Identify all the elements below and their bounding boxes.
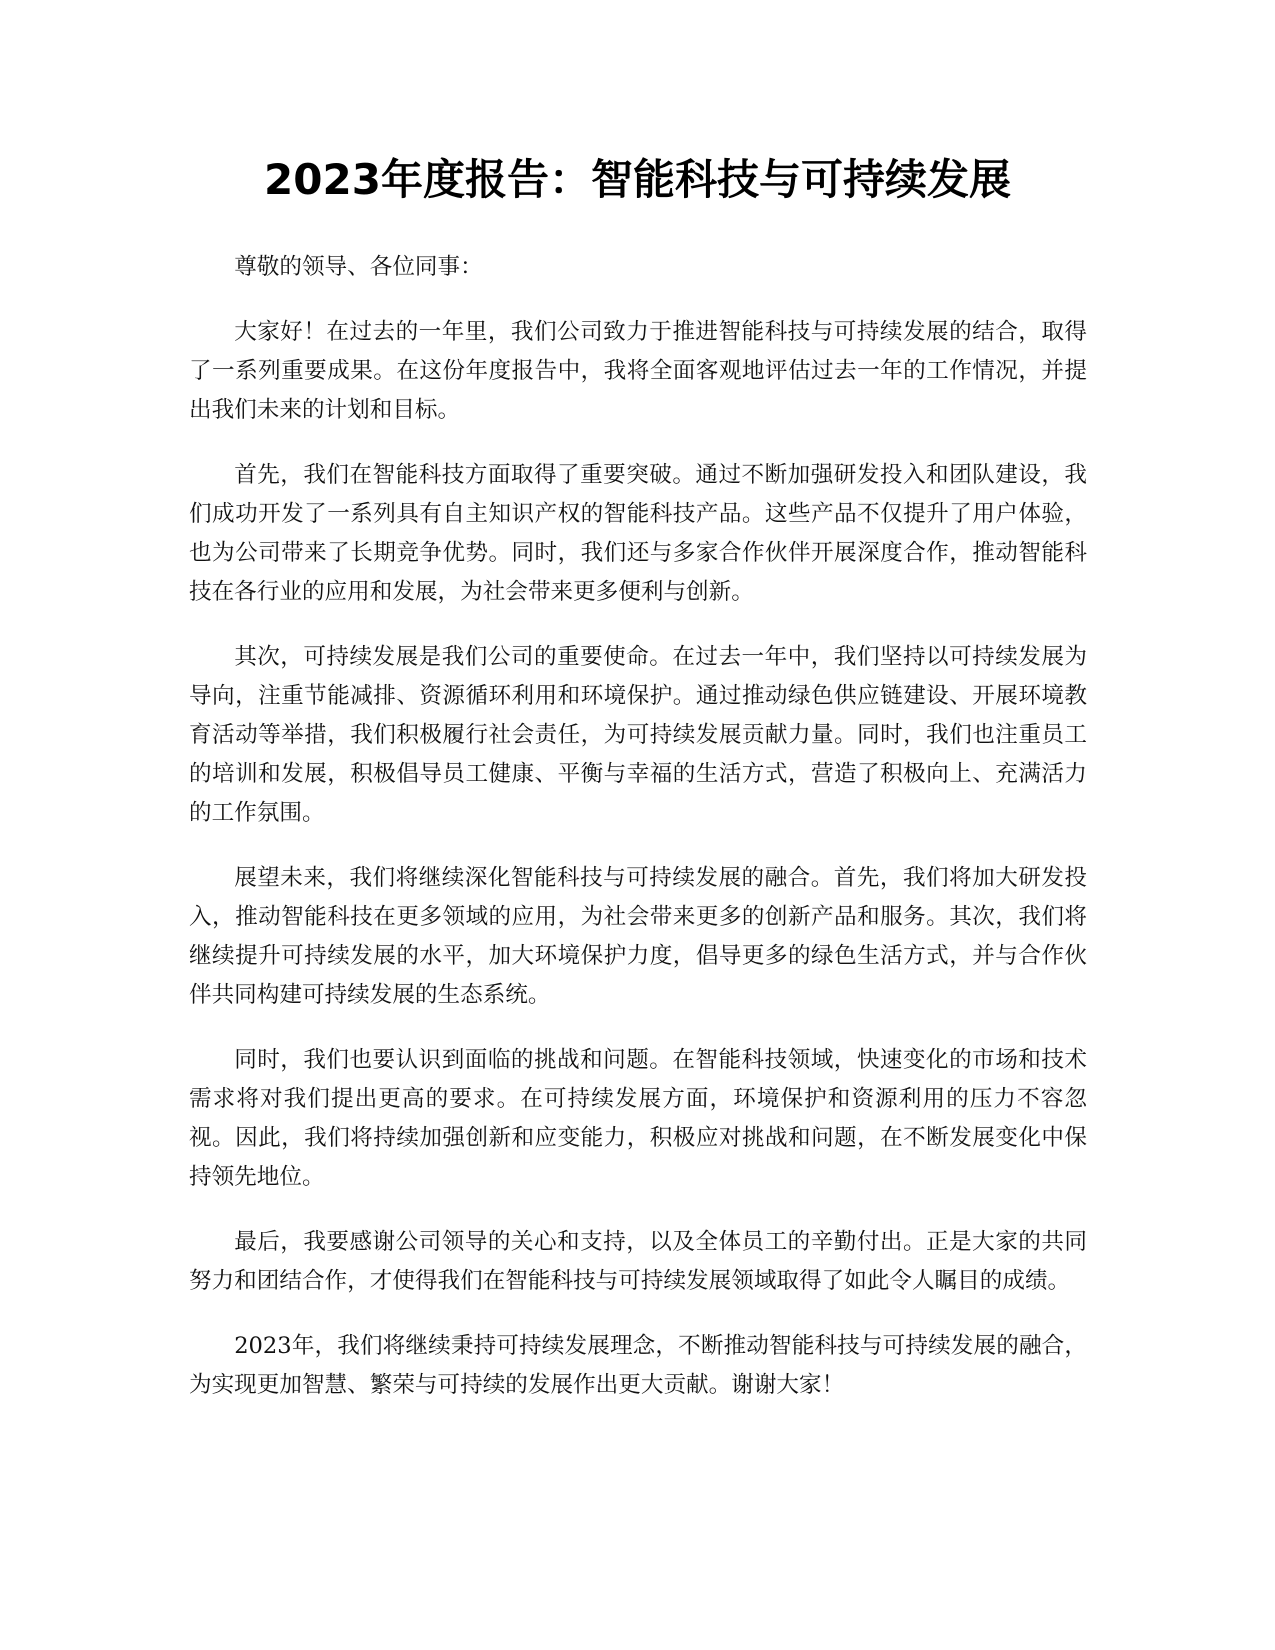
paragraph-sustainability: 其次，可持续发展是我们公司的重要使命。在过去一年中，我们坚持以可持续发展为导向，注重节能减排、资源循环利用和环境保护。通过推动绿色供应链建设、开展环境教育活动等举措，我们积极履行社会责任，为可持续发展贡献力量。同时，我们也注重员工的培训和发展，积极倡导员工健康、平衡与幸福的生活方式，营造了积极向上、充满活力的工作氛围。 xyxy=(189,644,1087,826)
paragraph-salutation: 尊敬的领导、各位同事： xyxy=(234,254,483,280)
paragraph-technology: 首先，我们在智能科技方面取得了重要突破。通过不断加强研发投入和团队建设，我们成功开发了一系列具有自主知识产权的智能科技产品。这些产品不仅提升了用户体验，也为公司带来了长期竞争优势。同时，我们还与多家合作伙伴开展深度合作，推动智能科技在各行业的应用和发展，为社会带来更多便利与创新。 xyxy=(189,462,1087,605)
paragraph-intro: 大家好！在过去的一年里，我们公司致力于推进智能科技与可持续发展的结合，取得了一系列重要成果。在这份年度报告中，我将全面客观地评估过去一年的工作情况，并提出我们未来的计划和目标。 xyxy=(189,319,1087,423)
paragraph-challenges: 同时，我们也要认识到面临的挑战和问题。在智能科技领域，快速变化的市场和技术需求将对我们提出更高的要求。在可持续发展方面，环境保护和资源利用的压力不容忽视。因此，我们将持续加强创新和应变能力，积极应对挑战和问题，在不断发展变化中保持领先地位。 xyxy=(189,1047,1087,1190)
document-body xyxy=(189,248,1087,1431)
paragraph-outlook: 展望未来，我们将继续深化智能科技与可持续发展的融合。首先，我们将加大研发投入，推动智能科技在更多领域的应用，为社会带来更多的创新产品和服务。其次，我们将继续提升可持续发展的水平，加大环境保护力度，倡导更多的绿色生活方式，并与合作伙伴共同构建可持续发展的生态系统。 xyxy=(189,865,1087,1008)
document-title: 2023年度报告：智能科技与可持续发展 xyxy=(264,155,1011,204)
paragraph-closing: 2023年，我们将继续秉持可持续发展理念，不断推动智能科技与可持续发展的融合，为实现更加智慧、繁荣与可持续的发展作出更大贡献。谢谢大家！ xyxy=(189,1333,1087,1398)
paragraph-thanks: 最后，我要感谢公司领导的关心和支持，以及全体员工的辛勤付出。正是大家的共同努力和团结合作，才使得我们在智能科技与可持续发展领域取得了如此令人瞩目的成绩。 xyxy=(189,1229,1087,1294)
